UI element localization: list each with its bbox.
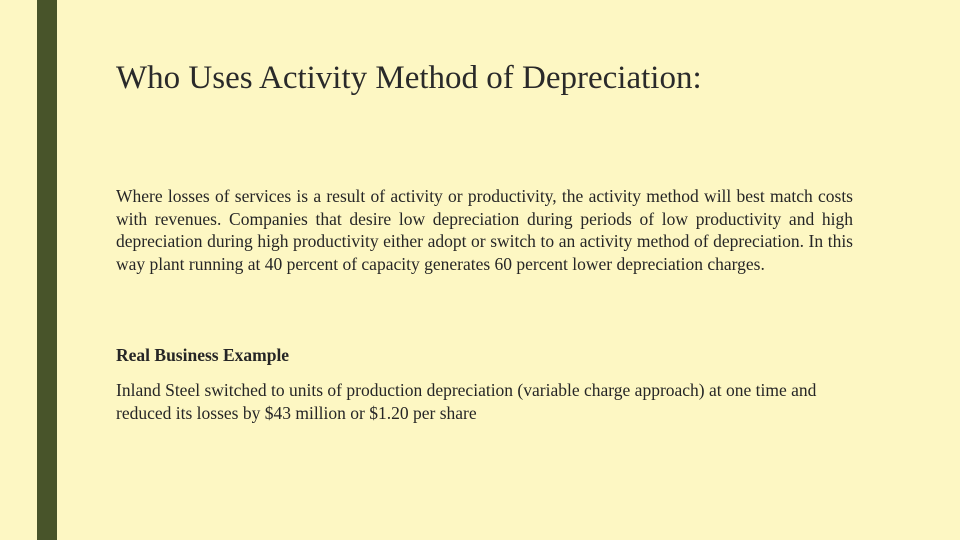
accent-bar <box>37 0 57 540</box>
main-paragraph: Where losses of services is a result of activity or productivity, the activity method will best match costs with revenues. Companies that desire low depreciation during periods of low productivity and high depreciation during high productivity either adopt or switch to an activity method of depreciation. In this way plant running at 40 percent of capacity generates 60 percent lower depreciation charges. <box>116 186 853 274</box>
example-heading: Real Business Example <box>116 345 290 365</box>
slide-title: Who Uses Activity Method of Depreciation: <box>116 60 702 96</box>
example-paragraph: Inland Steel switched to units of production depreciation (variable charge approach) at one time and reduced its losses by $43 million or $1.20 per share <box>116 380 817 423</box>
